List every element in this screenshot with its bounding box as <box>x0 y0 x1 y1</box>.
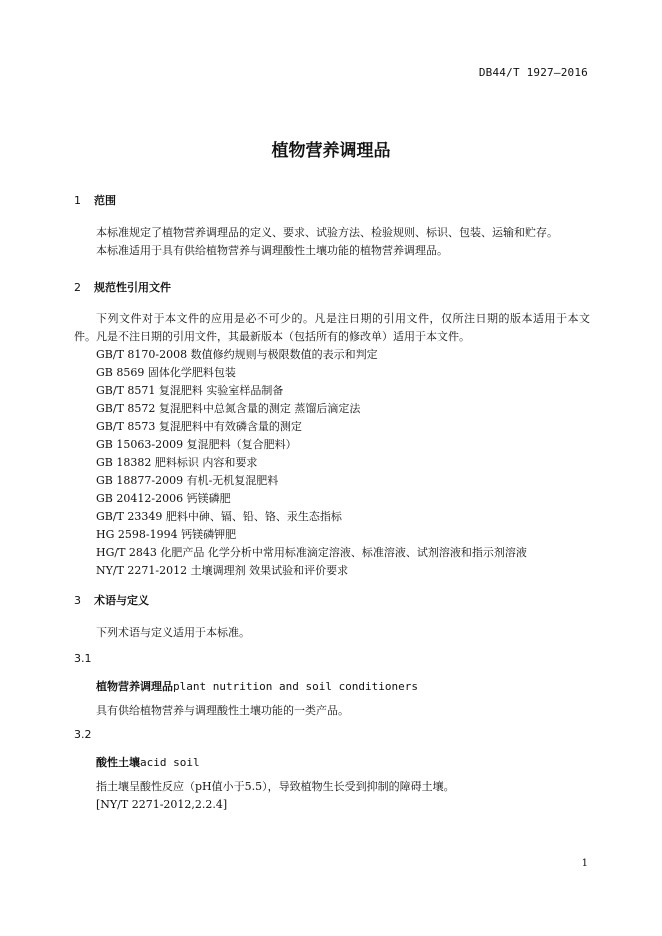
section-title: 规范性引用文件 <box>94 281 171 294</box>
reference-item: GB/T 8170-2008 数值修约规则与极限数值的表示和判定 <box>96 348 378 361</box>
scope-paragraph-2: 本标准适用于具有供给植物营养与调理酸性土壤功能的植物营养调理品。 <box>96 244 448 257</box>
term-source: [NY/T 2271-2012,2.2.4] <box>96 798 228 811</box>
reference-item: HG/T 2843 化肥产品 化学分析中常用标准滴定溶液、标准溶液、试剂溶液和指示剂溶液 <box>96 546 527 559</box>
term-definition: 指土壤呈酸性反应（pH值小于5.5），导致植物生长受到抑制的障碍土壤。 <box>96 780 455 793</box>
term-number: 3.1 <box>74 652 92 665</box>
terms-intro: 下列术语与定义适用于本标准。 <box>96 626 250 639</box>
page-number: 1 <box>581 858 588 869</box>
term-number: 3.2 <box>74 728 92 741</box>
section-3-heading <box>74 592 149 608</box>
section-title: 范围 <box>94 194 116 207</box>
term-en: plant nutrition and soil conditioners <box>173 680 419 693</box>
reference-item: GB/T 8573 复混肥料中有效磷含量的测定 <box>96 420 302 433</box>
reference-item: GB 8569 固体化学肥料包装 <box>96 366 236 379</box>
section-1-heading <box>74 192 116 208</box>
term-definition: 具有供给植物营养与调理酸性土壤功能的一类产品。 <box>96 704 349 717</box>
section-title: 术语与定义 <box>94 594 149 607</box>
reference-item: GB/T 23349 肥料中砷、镉、铅、铬、汞生态指标 <box>96 510 342 523</box>
reference-item: GB 18877-2009 有机-无机复混肥料 <box>96 474 279 487</box>
scope-paragraph-1: 本标准规定了植物营养调理品的定义、要求、试验方法、检验规则、标识、包装、运输和贮存。 <box>96 226 558 239</box>
document-code: DB44/T 1927—2016 <box>478 66 588 79</box>
section-number: 2 <box>74 281 81 294</box>
term-zh: 酸性土壤 <box>96 756 140 769</box>
section-number: 3 <box>74 594 81 607</box>
section-number: 1 <box>74 194 81 207</box>
reference-item: GB/T 8572 复混肥料中总氮含量的测定 蒸馏后滴定法 <box>96 402 361 415</box>
term-heading <box>96 678 418 694</box>
reference-item: GB/T 8571 复混肥料 实验室样品制备 <box>96 384 284 397</box>
term-en: acid soil <box>140 756 200 769</box>
reference-item: HG 2598-1994 钙镁磷钾肥 <box>96 528 237 541</box>
section-2-heading <box>74 279 171 295</box>
term-heading <box>96 754 200 770</box>
reference-item: GB 18382 肥料标识 内容和要求 <box>96 456 258 469</box>
normative-intro: 下列文件对于本文件的应用是必不可少的。凡是注日期的引用文件，仅所注日期的版本适用于本文件。凡是不注日期的引用文件，其最新版本（包括所有的修改单）适用于本文件。 <box>74 312 590 343</box>
reference-item: GB 15063-2009 复混肥料（复合肥料） <box>96 438 297 451</box>
term-zh: 植物营养调理品 <box>96 680 173 693</box>
reference-item: NY/T 2271-2012 土壤调理剂 效果试验和评价要求 <box>96 564 349 577</box>
document-title: 植物营养调理品 <box>271 141 391 161</box>
reference-item: GB 20412-2006 钙镁磷肥 <box>96 492 231 505</box>
